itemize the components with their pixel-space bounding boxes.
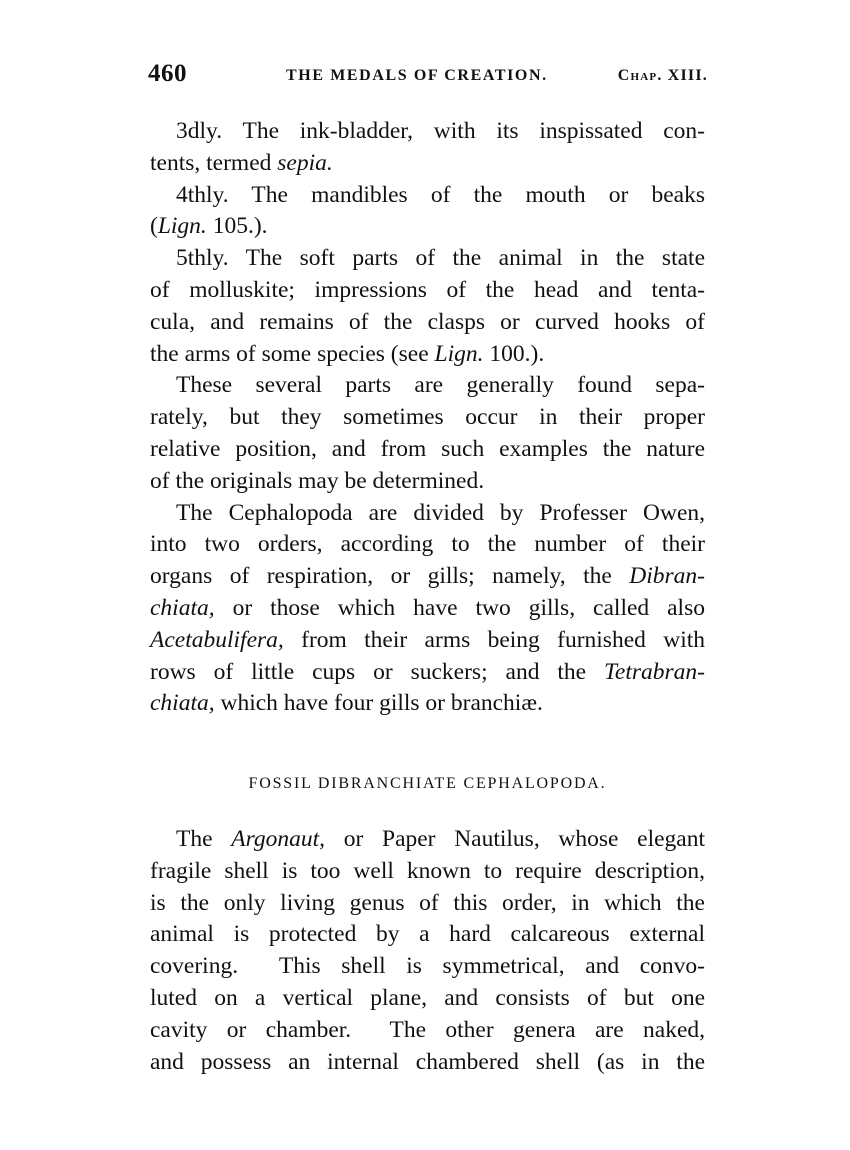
italic-run: Acetabulifera, [150, 626, 284, 653]
italic-run: Argonaut, [231, 826, 326, 852]
paragraph [150, 180, 705, 244]
text-line [150, 824, 705, 856]
text-line [150, 275, 705, 307]
lower-text-block [150, 824, 705, 1078]
text-line [150, 180, 705, 212]
text-line [150, 529, 705, 561]
text-line [150, 402, 705, 434]
text-run: into two orders, according to the number of their [150, 531, 705, 558]
text-line [150, 116, 705, 148]
text-run: tents, termed [150, 149, 278, 176]
upper-text-block [150, 116, 705, 720]
text-line [150, 856, 705, 888]
text-run: of molluskite; impressions of the head and tenta- [150, 276, 705, 303]
text-run: The [176, 826, 232, 852]
text-run: 105.). [206, 213, 268, 240]
italic-run: Lign. [434, 340, 484, 367]
text-run: which have four gills or branchiæ. [214, 690, 543, 717]
text-run: rately, but they sometimes occur in their proper [150, 404, 705, 431]
text-run: relative position, and from such examples the nature [150, 435, 705, 462]
text-line [150, 657, 705, 689]
text-run: 100.). [483, 340, 545, 367]
text-line [150, 561, 705, 593]
text-run: animal is protected by a hard calcareous external [150, 921, 705, 948]
paragraph [150, 116, 705, 180]
italic-run: Dibran- [629, 563, 705, 590]
text-run: from their arms being furnished with [283, 626, 705, 653]
text-run: the arms of some species (see [150, 340, 435, 367]
text-line [150, 211, 705, 243]
text-run: is the only living genus of this order, in which the [150, 889, 705, 916]
italic-run: Tetrabran- [604, 658, 705, 685]
text-line [150, 370, 705, 402]
text-run: 5thly. The soft parts of the animal in the state [176, 245, 705, 272]
italic-run: Lign. [157, 213, 207, 240]
text-line [150, 243, 705, 275]
text-run: 3dly. The ink-bladder, with its inspissated con- [176, 118, 705, 144]
text-run: and possess an internal chambered shell (as in the [150, 1048, 705, 1075]
text-run: of the originals may be determined. [150, 467, 485, 494]
paragraph [150, 243, 705, 370]
italic-run: sepia. [277, 149, 333, 176]
text-run: cavity or chamber. The other genera are naked, [150, 1016, 705, 1043]
text-run: or Paper Nautilus, whose elegant [325, 826, 705, 852]
text-run: ( [150, 213, 158, 240]
text-line [150, 148, 705, 180]
text-line [150, 983, 705, 1015]
text-line [150, 434, 705, 466]
text-run: organs of respiration, or gills; namely, the [150, 563, 630, 590]
text-line [150, 625, 705, 657]
text-run: fragile shell is too well known to require description, [150, 857, 705, 884]
text-run: The Cephalopoda are divided by Professer Owen, [176, 499, 705, 526]
text-run: 4thly. The mandibles of the mouth or beaks [176, 181, 705, 208]
italic-run: chiata, [150, 594, 215, 621]
text-line [150, 339, 705, 371]
text-line [150, 1015, 705, 1047]
chapter-label: Chap. XIII. [617, 67, 708, 84]
text-line [150, 1047, 705, 1079]
text-run: covering. This shell is symmetrical, and convo- [150, 953, 705, 980]
running-title: THE MEDALS OF CREATION. [286, 67, 548, 84]
section-heading: FOSSIL DIBRANCHIATE CEPHALOPODA. [248, 775, 607, 792]
page-number: 460 [148, 60, 187, 87]
text-run: luted on a vertical plane, and consists of but one [150, 984, 705, 1011]
text-line [150, 888, 705, 920]
running-head [148, 60, 708, 96]
italic-run: chiata, [150, 690, 215, 717]
text-line [150, 307, 705, 339]
paragraph [150, 498, 705, 721]
text-run: cula, and remains of the clasps or curved hooks of [150, 308, 705, 335]
paragraph [150, 824, 705, 1078]
text-line [150, 919, 705, 951]
text-run: rows of little cups or suckers; and the [150, 658, 604, 685]
text-line [150, 593, 705, 625]
text-line [150, 688, 705, 720]
text-run: or those which have two gills, called also [214, 594, 705, 621]
paragraph [150, 370, 705, 497]
text-line [150, 498, 705, 530]
text-line [150, 466, 705, 498]
text-line [150, 951, 705, 983]
text-run: These several parts are generally found sepa- [176, 372, 705, 399]
